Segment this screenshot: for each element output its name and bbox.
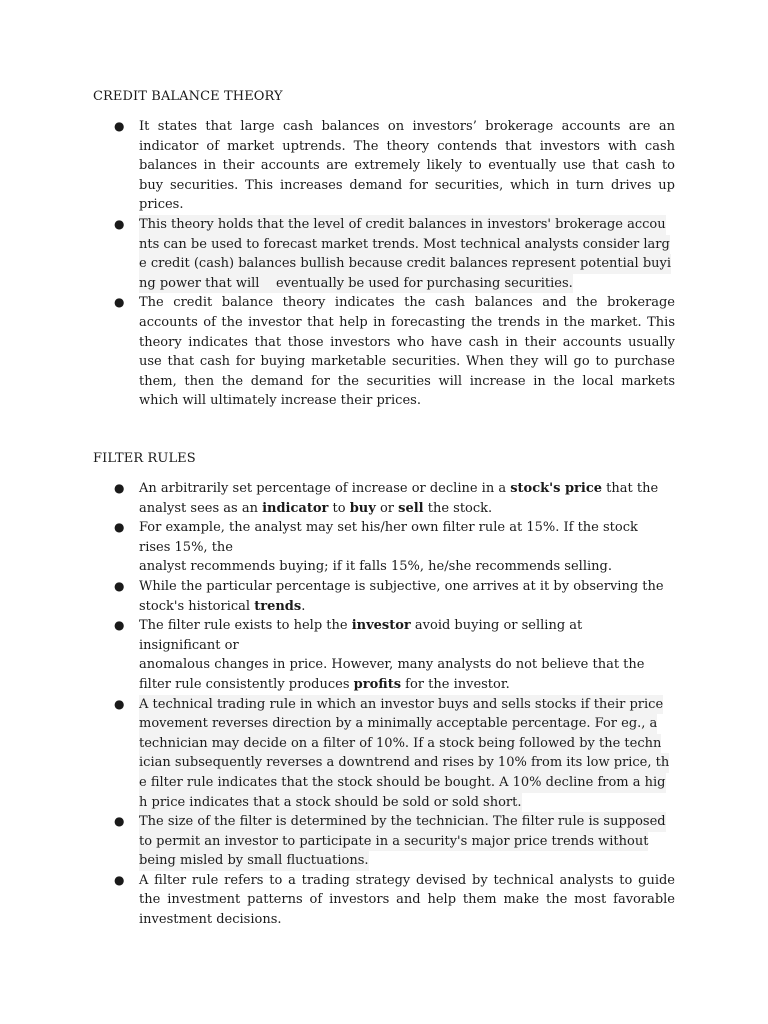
bullet-icon: ●: [114, 814, 125, 829]
text-line: [139, 372, 675, 392]
text-line: [139, 215, 675, 235]
text-line: [139, 391, 675, 411]
text-run: analyst recommends buying; if it falls 15%, he/she recommends selling.: [139, 559, 612, 575]
text-line: [139, 714, 675, 734]
bullet-icon: ●: [114, 295, 125, 310]
text-run: avoid buying or selling at: [410, 618, 583, 634]
text-run: A filter rule refers to a trading strategy devised by technical analysts to guide: [139, 872, 675, 888]
list-item: [0, 215, 768, 293]
section-heading-filter-rules: FILTER RULES: [93, 451, 196, 466]
text-run: For example, the analyst may set his/her own filter rule at 15%. If the stock: [139, 520, 638, 536]
text-line: [139, 695, 675, 715]
text-run: h price indicates that a stock should be sold or sold short.: [139, 793, 522, 813]
bullet-icon: ●: [114, 216, 125, 231]
text-run: e filter rule indicates that the stock should be bought. A 10% decline from a hig: [139, 773, 666, 793]
text-line: [139, 479, 675, 499]
text-run: which will ultimately increase their prices.: [139, 393, 421, 409]
text-line: [139, 137, 675, 157]
text-line: [139, 176, 675, 196]
text-line: [139, 812, 675, 832]
text-line: [139, 675, 675, 695]
text-run: being misled by small fluctuations.: [139, 851, 369, 871]
text-run: or: [375, 500, 399, 516]
text-line: [139, 636, 675, 656]
section-heading-credit-balance-theory: CREDIT BALANCE THEORY: [93, 89, 283, 104]
text-run: ician subsequently reverses a downtrend and rises by 10% from its low price, th: [139, 753, 669, 773]
text-line: [139, 832, 675, 852]
text-run: While the particular percentage is subjective, one arrives at it by observing the: [139, 578, 664, 594]
text-line: [139, 616, 675, 636]
list-item: [0, 616, 768, 694]
text-line: [139, 734, 675, 754]
text-run: buy securities. This increases demand for securities, which in turn drives up: [139, 177, 675, 193]
text-line: [139, 910, 675, 930]
filter-rules-bullet-list: [0, 479, 768, 930]
text-run: the investment patterns of investors and help them make the most favorable: [139, 892, 675, 908]
text-line: [139, 333, 675, 353]
bold-term: trends: [254, 598, 302, 614]
text-run: e credit (cash) balances bullish because credit balances represent potential buyi: [139, 254, 671, 274]
bold-term: indicator: [262, 500, 329, 516]
text-run: to: [328, 500, 350, 516]
list-item: [0, 117, 768, 215]
list-item: [0, 871, 768, 930]
bullet-icon: ●: [114, 696, 125, 711]
text-line: [139, 195, 675, 215]
bullet-icon: ●: [114, 119, 125, 133]
text-line: [139, 293, 675, 313]
bold-term: sell: [398, 500, 424, 516]
text-run: An arbitrarily set percentage of increase or decline in a: [139, 481, 511, 496]
text-line: [139, 313, 675, 333]
text-line: [139, 773, 675, 793]
text-line: [139, 117, 675, 137]
text-run: The filter rule exists to help the: [139, 618, 352, 634]
bold-term: investor: [351, 618, 411, 634]
text-run: rises 15%, the: [139, 539, 233, 555]
text-line: [139, 235, 675, 255]
text-run: ng power that will eventually be used for purchasing securities.: [139, 274, 573, 294]
text-run: that the: [602, 481, 659, 496]
bullet-icon: ●: [114, 481, 125, 495]
text-run: investment decisions.: [139, 912, 282, 928]
text-run: movement reverses direction by a minimally acceptable percentage. For eg., a: [139, 714, 657, 734]
text-line: [139, 890, 675, 910]
list-item: [0, 518, 768, 577]
bullet-icon: ●: [114, 520, 125, 535]
text-run: balances in their accounts are extremely likely to eventually use that cash to: [139, 158, 675, 174]
text-run: stock's historical: [139, 598, 255, 614]
text-run: The size of the filter is determined by the technician. The filter rule is supposed: [139, 812, 666, 832]
text-run: nts can be used to forecast market trends. Most technical analysts consider larg: [139, 235, 670, 255]
text-run: the stock.: [423, 500, 493, 516]
text-run: The credit balance theory indicates the cash balances and the brokerage: [139, 295, 675, 311]
credit-balance-bullet-list: [0, 117, 768, 411]
text-run: use that cash for buying marketable securities. When they will go to purchase: [139, 354, 675, 370]
list-item: [0, 812, 768, 871]
text-run: anomalous changes in price. However, many analysts do not believe that the: [139, 657, 645, 673]
text-line: [139, 871, 675, 891]
text-run: accounts of the investor that help in forecasting the trends in the market. This: [139, 314, 675, 330]
text-run: prices.: [139, 197, 184, 213]
bullet-icon: ●: [114, 872, 125, 887]
text-run: A technical trading rule in which an investor buys and sells stocks if their price: [139, 695, 663, 715]
text-run: technician may decide on a filter of 10%. If a stock being followed by the techn: [139, 734, 661, 754]
bold-term: buy: [349, 500, 376, 516]
text-line: [139, 793, 675, 813]
text-line: [139, 499, 675, 519]
list-item: [0, 479, 768, 518]
text-run: It states that large cash balances on investors’ brokerage accounts are an: [139, 119, 675, 134]
bullet-icon: ●: [114, 578, 125, 593]
text-line: [139, 518, 675, 538]
text-run: insignificant or: [139, 637, 239, 653]
text-run: .: [301, 598, 306, 614]
list-item: [0, 577, 768, 616]
text-run: indicator of market uptrends. The theory contends that investors with cash: [139, 138, 675, 154]
text-line: [139, 538, 675, 558]
text-run: them, then the demand for the securities will increase in the local markets: [139, 373, 675, 389]
text-run: for the investor.: [401, 676, 510, 692]
list-item: [0, 695, 768, 813]
text-run: analyst sees as an: [139, 500, 263, 516]
list-item: [0, 293, 768, 411]
text-line: [139, 597, 675, 617]
text-line: [139, 577, 675, 597]
text-run: theory indicates that those investors who have cash in their accounts usually: [139, 334, 675, 350]
text-run: to permit an investor to participate in a security's major price trends without: [139, 832, 648, 852]
text-line: [139, 254, 675, 274]
text-line: [139, 352, 675, 372]
bold-term: profits: [353, 676, 402, 692]
bullet-icon: ●: [114, 618, 125, 633]
text-line: [139, 851, 675, 871]
text-line: [139, 156, 675, 176]
text-line: [139, 753, 675, 773]
text-line: [139, 274, 675, 294]
text-line: [139, 655, 675, 675]
text-run: filter rule consistently produces: [139, 676, 354, 692]
bold-term: stock's price: [510, 481, 603, 496]
text-line: [139, 557, 675, 577]
text-run: This theory holds that the level of credit balances in investors' brokerage accou: [139, 215, 666, 235]
